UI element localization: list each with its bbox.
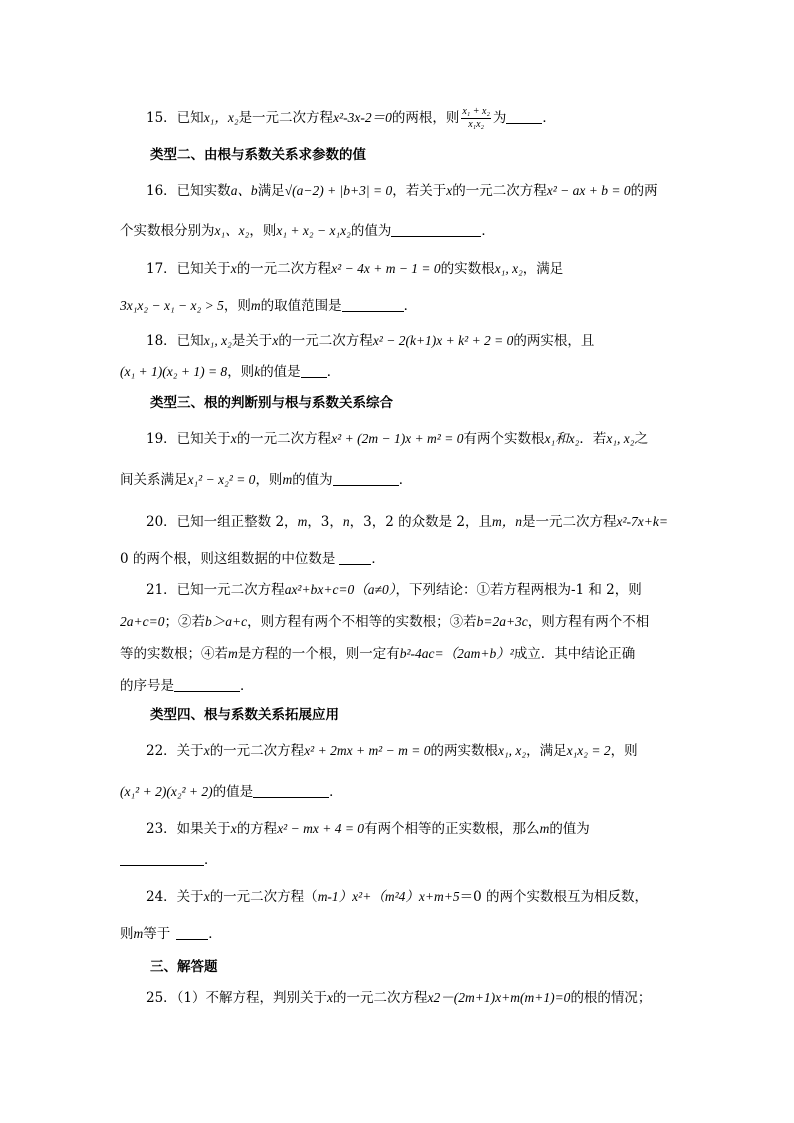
question-18-line-2: (x₁ + 1)(x₂ + 1) = 8，则k的值是 ． (120, 364, 341, 380)
question-22-line-2: (x₁² + 2)(x₂² + 2)的值是 ． (120, 784, 343, 800)
question-20-line-1: 20．已知一组正整数 2，m，3，n，3，2 的众数是 2，且m，n是一元二次方程x²-7x+k= (146, 514, 669, 530)
question-22-line-1: 22．关于x的一元二次方程x² + 2mx + m² − m = 0的两实数根x₁, x₂，满足x₁x₂ = 2，则 (146, 743, 638, 759)
section-heading-3: 类型三、根的判断别与根与系数关系综合 (150, 395, 393, 411)
question-17-line-2: 3x₁x₂ − x₁ − x₂ > 5，则m的取值范围是 ． (120, 298, 418, 314)
answer-blank[interactable] (506, 109, 542, 124)
answer-blank[interactable] (342, 297, 404, 312)
answer-blank[interactable] (174, 677, 240, 692)
answer-blank[interactable] (176, 925, 208, 940)
answer-blank[interactable] (253, 783, 329, 798)
answer-blank[interactable] (391, 222, 481, 237)
section-heading-5: 三、解答题 (150, 959, 218, 975)
question-15: 15．已知x₁，x₂是一元二次方程x²-3x-2＝0的两根，则 $\frac{\text{x₁ + x₂}}{\text{x₁x₂}}$ 为 ． (146, 106, 556, 130)
answer-blank[interactable] (120, 851, 204, 866)
question-23-line-2: ． (120, 850, 218, 870)
question-21-line-2: 2a+c=0；②若b＞a+c，则方程有两个不相等的实数根；③若b=2a+3c，则方程有两个不相 (120, 614, 650, 630)
answer-blank[interactable] (301, 363, 327, 378)
question-16-line-1: 16．已知实数a、b满足√(a−2) + |b+3| = 0，若关于x的一元二次方程x² − ax + b = 0的两 (146, 183, 658, 199)
question-24-line-2: 则m等于 ． (120, 926, 222, 942)
section-heading-4: 类型四、根与系数关系拓展应用 (150, 707, 339, 723)
question-18-line-1: 18．已知x₁, x₂是关于x的一元二次方程x² − 2(k+1)x + k² + 2 = 0的两实根，且 (146, 333, 595, 349)
question-21-line-4: 的序号是 ． (120, 678, 254, 694)
question-17-line-1: 17．已知关于x的一元二次方程x² − 4x + m − 1 = 0的实数根x₁, x₂，满足 (146, 261, 564, 277)
question-23-line-1: 23．如果关于x的方程x² − mx + 4 = 0有两个相等的正实数根，那么m的值为 (146, 821, 590, 837)
question-25: 25．（1）不解方程，判别关于x的一元二次方程x2－(2m+1)x+m(m+1)=0的根的情况； (146, 990, 652, 1006)
question-19-line-1: 19．已知关于x的一元二次方程x² + (2m − 1)x + m² = 0有两个实数根x₁和x₂．若x₁, x₂之 (146, 431, 648, 447)
question-20-line-2: 0 的两个根，则这组数据的中位数是 ． (120, 551, 385, 567)
question-21-line-3: 等的实数根；④若m是方程的一个根，则一定有b²-4ac=（2am+b）²成立．其中结论正确 (120, 646, 636, 662)
question-19-line-2: 间关系满足x₁² − x₂² = 0，则m的值为 ． (120, 472, 413, 488)
question-21-line-1: 21．已知一元二次方程ax²+bx+c=0（a≠0），下列结论：①若方程两根为-1 和 2，则 (146, 582, 642, 598)
section-heading-2: 类型二、由根与系数关系求参数的值 (150, 147, 366, 163)
question-16-line-2: 个实数根分别为x₁、x₂，则x₁ + x₂ − x₁x₂的值为 ． (120, 223, 495, 239)
answer-blank[interactable] (339, 550, 371, 565)
fraction: $\frac{\text{x₁ + x₂}}{\text{x₁x₂}}$ (462, 106, 490, 130)
question-24-line-1: 24．关于x的一元二次方程（m-1）x²+（m²4）x+m+5＝0 的两个实数根互为相反数， (146, 889, 648, 905)
answer-blank[interactable] (333, 471, 399, 486)
